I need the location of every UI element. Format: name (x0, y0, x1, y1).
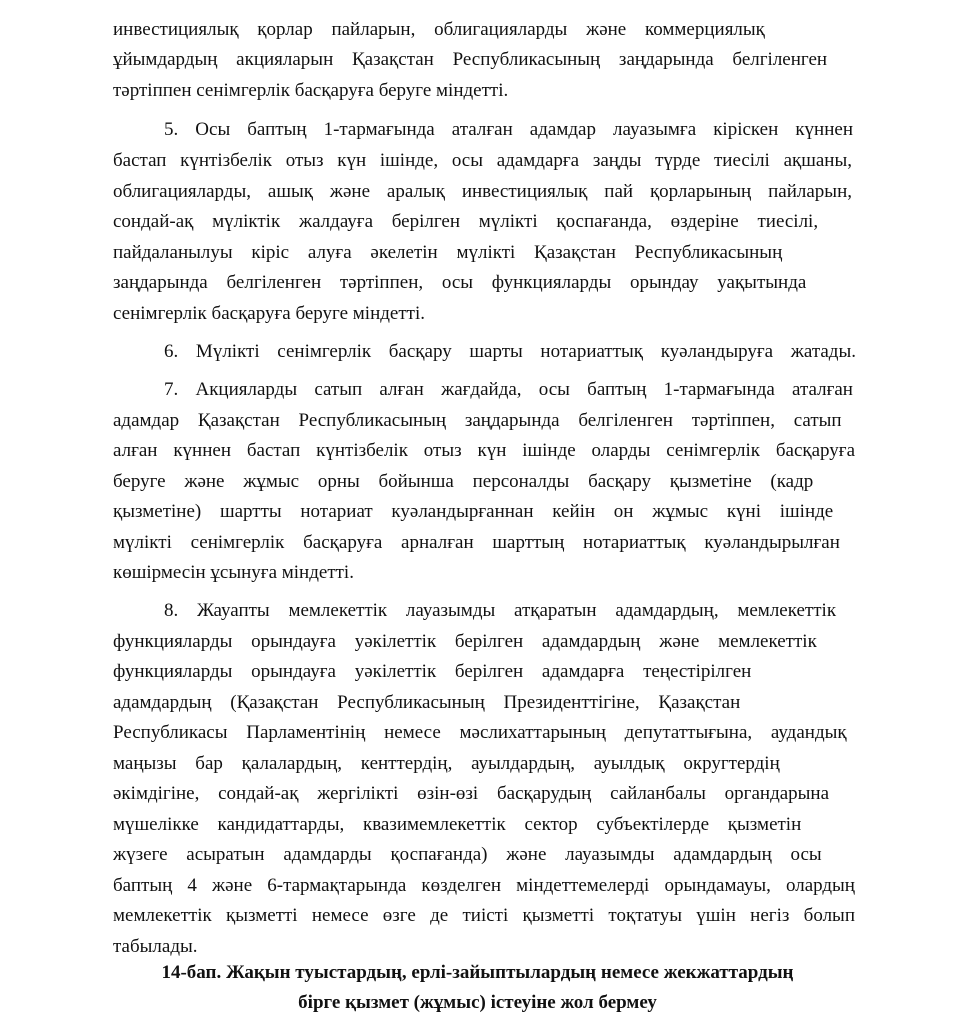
paragraph-8-line-9: жүзеге асыратын адамдарды қоспағанда) және лауазымды адамдардың осы (113, 844, 822, 865)
paragraph-8-line-6: маңызы бар қалалардың, кенттердің, ауылдардың, ауылдық округтердің (113, 753, 780, 774)
paragraph-7-line-7: көшірмесін ұсынуға міндетті. (113, 562, 354, 583)
paragraph-7-line-4: беруге және жұмыс орны бойынша персоналды басқару қызметіне (кадр (113, 471, 814, 492)
article-heading-line-1: 14-бап. Жақын туыстардың, ерлі-зайыптылардың немесе жекжаттардың (161, 962, 794, 983)
paragraph-7-line-3: алған күннен бастап күнтізбелік отыз күн ішінде оларды сенімгерлік басқаруға (113, 440, 856, 461)
intro-line-3: тәртіппен сенімгерлік басқаруға беруге міндетті. (113, 80, 509, 101)
paragraph-5-line-4: сондай-ақ мүліктік жалдауға берілген мүлікті қоспағанда, өздеріне тиесілі, (113, 211, 819, 232)
paragraph-7-line-1: 7. Акцияларды сатып алған жағдайда, осы баптың 1-тармағында аталған (164, 379, 853, 400)
paragraph-6-line-1: 6. Мүлікті сенімгерлік басқару шарты нотариаттық куәландыруға жатады. (164, 341, 856, 362)
paragraph-8-line-11: мемлекеттік қызметті немесе өзге де тиісті қызметті тоқтатуы үшін негіз болып (113, 905, 855, 926)
paragraph-5-line-6: заңдарында белгіленген тәртіппен, осы функцияларды орындау уақытында (113, 272, 807, 293)
paragraph-5-line-1: 5. Осы баптың 1-тармағында аталған адамдар лауазымға кірiскен күннен (164, 119, 853, 140)
paragraph-7-line-2: адамдар Қазақстан Республикасының заңдарында белгіленген тәртіппен, сатып (113, 410, 842, 431)
paragraph-7-line-5: қызметіне) шартты нотариат куәландырғаннан кейін он жұмыс күні ішінде (113, 501, 834, 522)
paragraph-5-line-2: бастап күнтізбелік отыз күн ішінде, осы адамдарға заңды түрде тиесілі ақшаны, (113, 150, 852, 171)
article-heading-line-2: бірге қызмет (жұмыс) істеуіне жол бермеу (298, 992, 657, 1013)
paragraph-8-line-3: функцияларды орындауға уәкілеттік берілген адамдарға теңестірілген (113, 661, 752, 682)
paragraph-8-line-2: функцияларды орындауға уәкілеттік берілген адамдардың және мемлекеттік (113, 631, 817, 652)
paragraph-8-line-5: Республикасы Парламентінің немесе мәслихаттарының депутаттығына, аудандық (113, 722, 847, 743)
paragraph-8-line-7: әкімдігіне, сондай-ақ жергілікті өзін-өзі басқарудың сайланбалы органдарына (113, 783, 830, 804)
paragraph-5-line-3: облигацияларды, ашық және аралық инвестициялық пай қорларының пайларын, (113, 181, 852, 202)
intro-line-2: ұйымдардың акцияларын Қазақстан Республикасының заңдарында белгіленген (113, 49, 828, 70)
paragraph-5-line-7: сенімгерлік басқаруға беруге міндетті. (113, 303, 425, 324)
paragraph-8-line-8: мүшелікке кандидаттарды, квазимемлекеттік сектор субъектілерде қызметін (113, 814, 802, 835)
paragraph-5-line-5: пайдаланылуы кiрiс алуға әкелетін мүлікті Қазақстан Республикасының (113, 242, 783, 263)
paragraph-8-line-1: 8. Жауапты мемлекеттік лауазымды атқаратын адамдардың, мемлекеттік (164, 600, 837, 621)
paragraph-8-line-4: адамдардың (Қазақстан Республикасының Президенттігіне, Қазақстан (113, 692, 741, 713)
intro-line-1: инвестициялық қорлар пайларын, облигацияларды және коммерциялық (113, 19, 765, 40)
paragraph-7-line-6: мүлікті сенімгерлік басқаруға арналған шарттың нотариаттық куәландырылған (113, 532, 840, 553)
paragraph-8-line-10: баптың 4 және 6-тармақтарында көзделген міндеттемелерді орындамауы, олардың (113, 875, 855, 896)
paragraph-8-line-12: табылады. (113, 936, 198, 957)
